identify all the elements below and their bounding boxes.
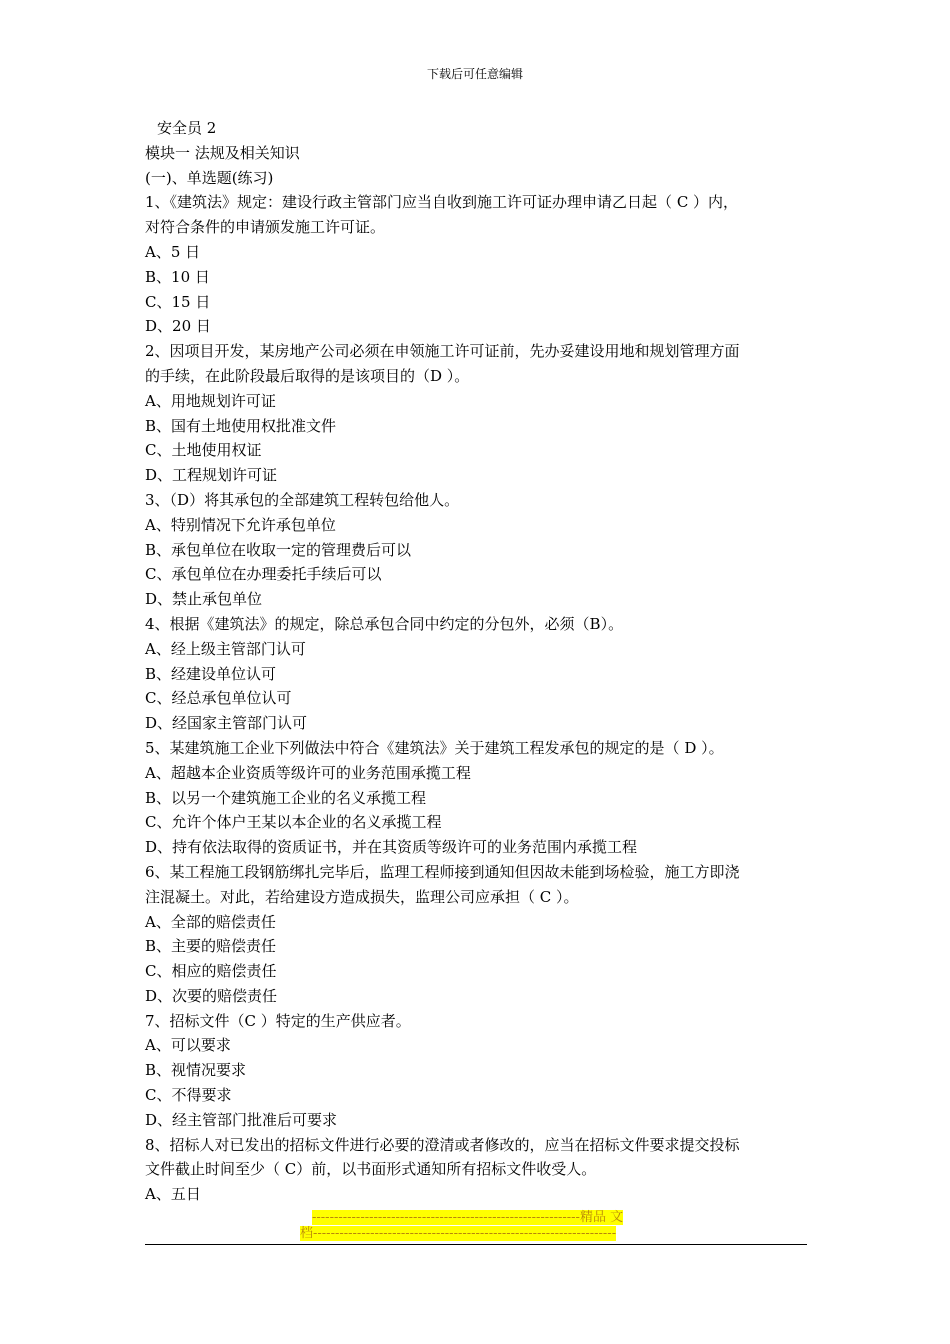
question-text: 的手续，在此阶段最后取得的是该项目的（D ）。	[145, 366, 470, 385]
option-d: D、经国家主管部门认可	[145, 714, 308, 733]
option-a: A、经上级主管部门认可	[145, 639, 306, 658]
option-b: B、10 日	[145, 267, 210, 286]
footer-line-1: -------------------------------------------------------------精品 文	[312, 1210, 624, 1225]
option-d: D、20 日	[145, 317, 211, 336]
module-heading: 模块一 法规及相关知识	[145, 143, 300, 162]
option-a: A、超越本企业资质等级许可的业务范围承揽工程	[145, 763, 471, 782]
option-a: A、五日	[145, 1185, 201, 1204]
option-b: B、以另一个建筑施工企业的名义承揽工程	[145, 788, 427, 807]
option-a: A、特别情况下允许承包单位	[145, 515, 336, 534]
question-2	[145, 339, 810, 488]
option-b: B、视情况要求	[145, 1061, 247, 1080]
question-text: 注混凝土。对此，若给建设方造成损失，监理公司应承担（ C ）。	[145, 887, 579, 906]
option-a: A、全部的赔偿责任	[145, 912, 276, 931]
question-3	[145, 488, 810, 612]
section-heading: (一)、单选题(练习)	[145, 168, 274, 187]
question-text: 3、（D）将其承包的全部建筑工程转包给他人。	[145, 490, 460, 509]
option-d: D、持有依法取得的资质证书，并在其资质等级许可的业务范围内承揽工程	[145, 838, 638, 857]
option-b: B、主要的赔偿责任	[145, 937, 277, 956]
option-c: C、土地使用权证	[145, 441, 262, 460]
question-6	[145, 860, 810, 1009]
option-d: D、禁止承包单位	[145, 590, 263, 609]
document-body	[145, 116, 810, 1207]
option-a: A、用地规划许可证	[145, 391, 276, 410]
option-c: C、15 日	[145, 292, 211, 311]
option-b: B、国有土地使用权批准文件	[145, 416, 337, 435]
option-c: C、允许个体户王某以本企业的名义承揽工程	[145, 813, 442, 832]
question-text: 1、《建筑法》规定：建设行政主管部门应当自收到施工许可证办理申请乙日起（ C ）内，	[145, 193, 739, 212]
doc-title: 安全员 2	[157, 119, 217, 137]
question-8	[145, 1133, 810, 1207]
footer-line-2: 档---------------------------------------------------------------------	[300, 1226, 617, 1241]
option-c: C、不得要求	[145, 1086, 232, 1105]
question-7	[145, 1009, 810, 1133]
footer-watermark	[300, 1210, 652, 1242]
question-text: 2、因项目开发，某房地产公司必须在申领施工许可证前，先办妥建设用地和规划管理方面	[145, 342, 740, 361]
option-b: B、承包单位在收取一定的管理费后可以	[145, 540, 412, 559]
option-b: B、经建设单位认可	[145, 664, 277, 683]
option-c: C、经总承包单位认可	[145, 689, 292, 708]
question-text: 4、根据《建筑法》的规定，除总承包合同中约定的分包外，必须（B）。	[145, 614, 624, 633]
option-d: D、经主管部门批准后可要求	[145, 1110, 338, 1129]
question-4	[145, 612, 810, 736]
option-a: A、5 日	[145, 242, 201, 261]
question-5	[145, 736, 810, 860]
question-text: 文件截止时间至少（ C）前，以书面形式通知所有招标文件收受人。	[145, 1160, 597, 1179]
page-header: 下载后可任意编辑	[426, 67, 523, 81]
question-text: 7、招标文件（C ）特定的生产供应者。	[145, 1011, 411, 1030]
question-text: 6、某工程施工段钢筋绑扎完毕后，监理工程师接到通知但因故未能到场检验，施工方即浇	[145, 862, 740, 881]
question-text: 5、某建筑施工企业下列做法中符合《建筑法》关于建筑工程发承包的规定的是（ D ）。	[145, 738, 724, 757]
footer-divider	[145, 1244, 807, 1245]
option-c: C、相应的赔偿责任	[145, 962, 277, 981]
option-c: C、承包单位在办理委托手续后可以	[145, 565, 382, 584]
question-text: 8、招标人对已发出的招标文件进行必要的澄清或者修改的，应当在招标文件要求提交投标	[145, 1135, 740, 1154]
option-a: A、可以要求	[145, 1036, 231, 1055]
option-d: D、次要的赔偿责任	[145, 986, 278, 1005]
question-text: 对符合条件的申请颁发施工许可证。	[145, 218, 386, 237]
question-1	[145, 190, 810, 339]
option-d: D、工程规划许可证	[145, 466, 278, 485]
